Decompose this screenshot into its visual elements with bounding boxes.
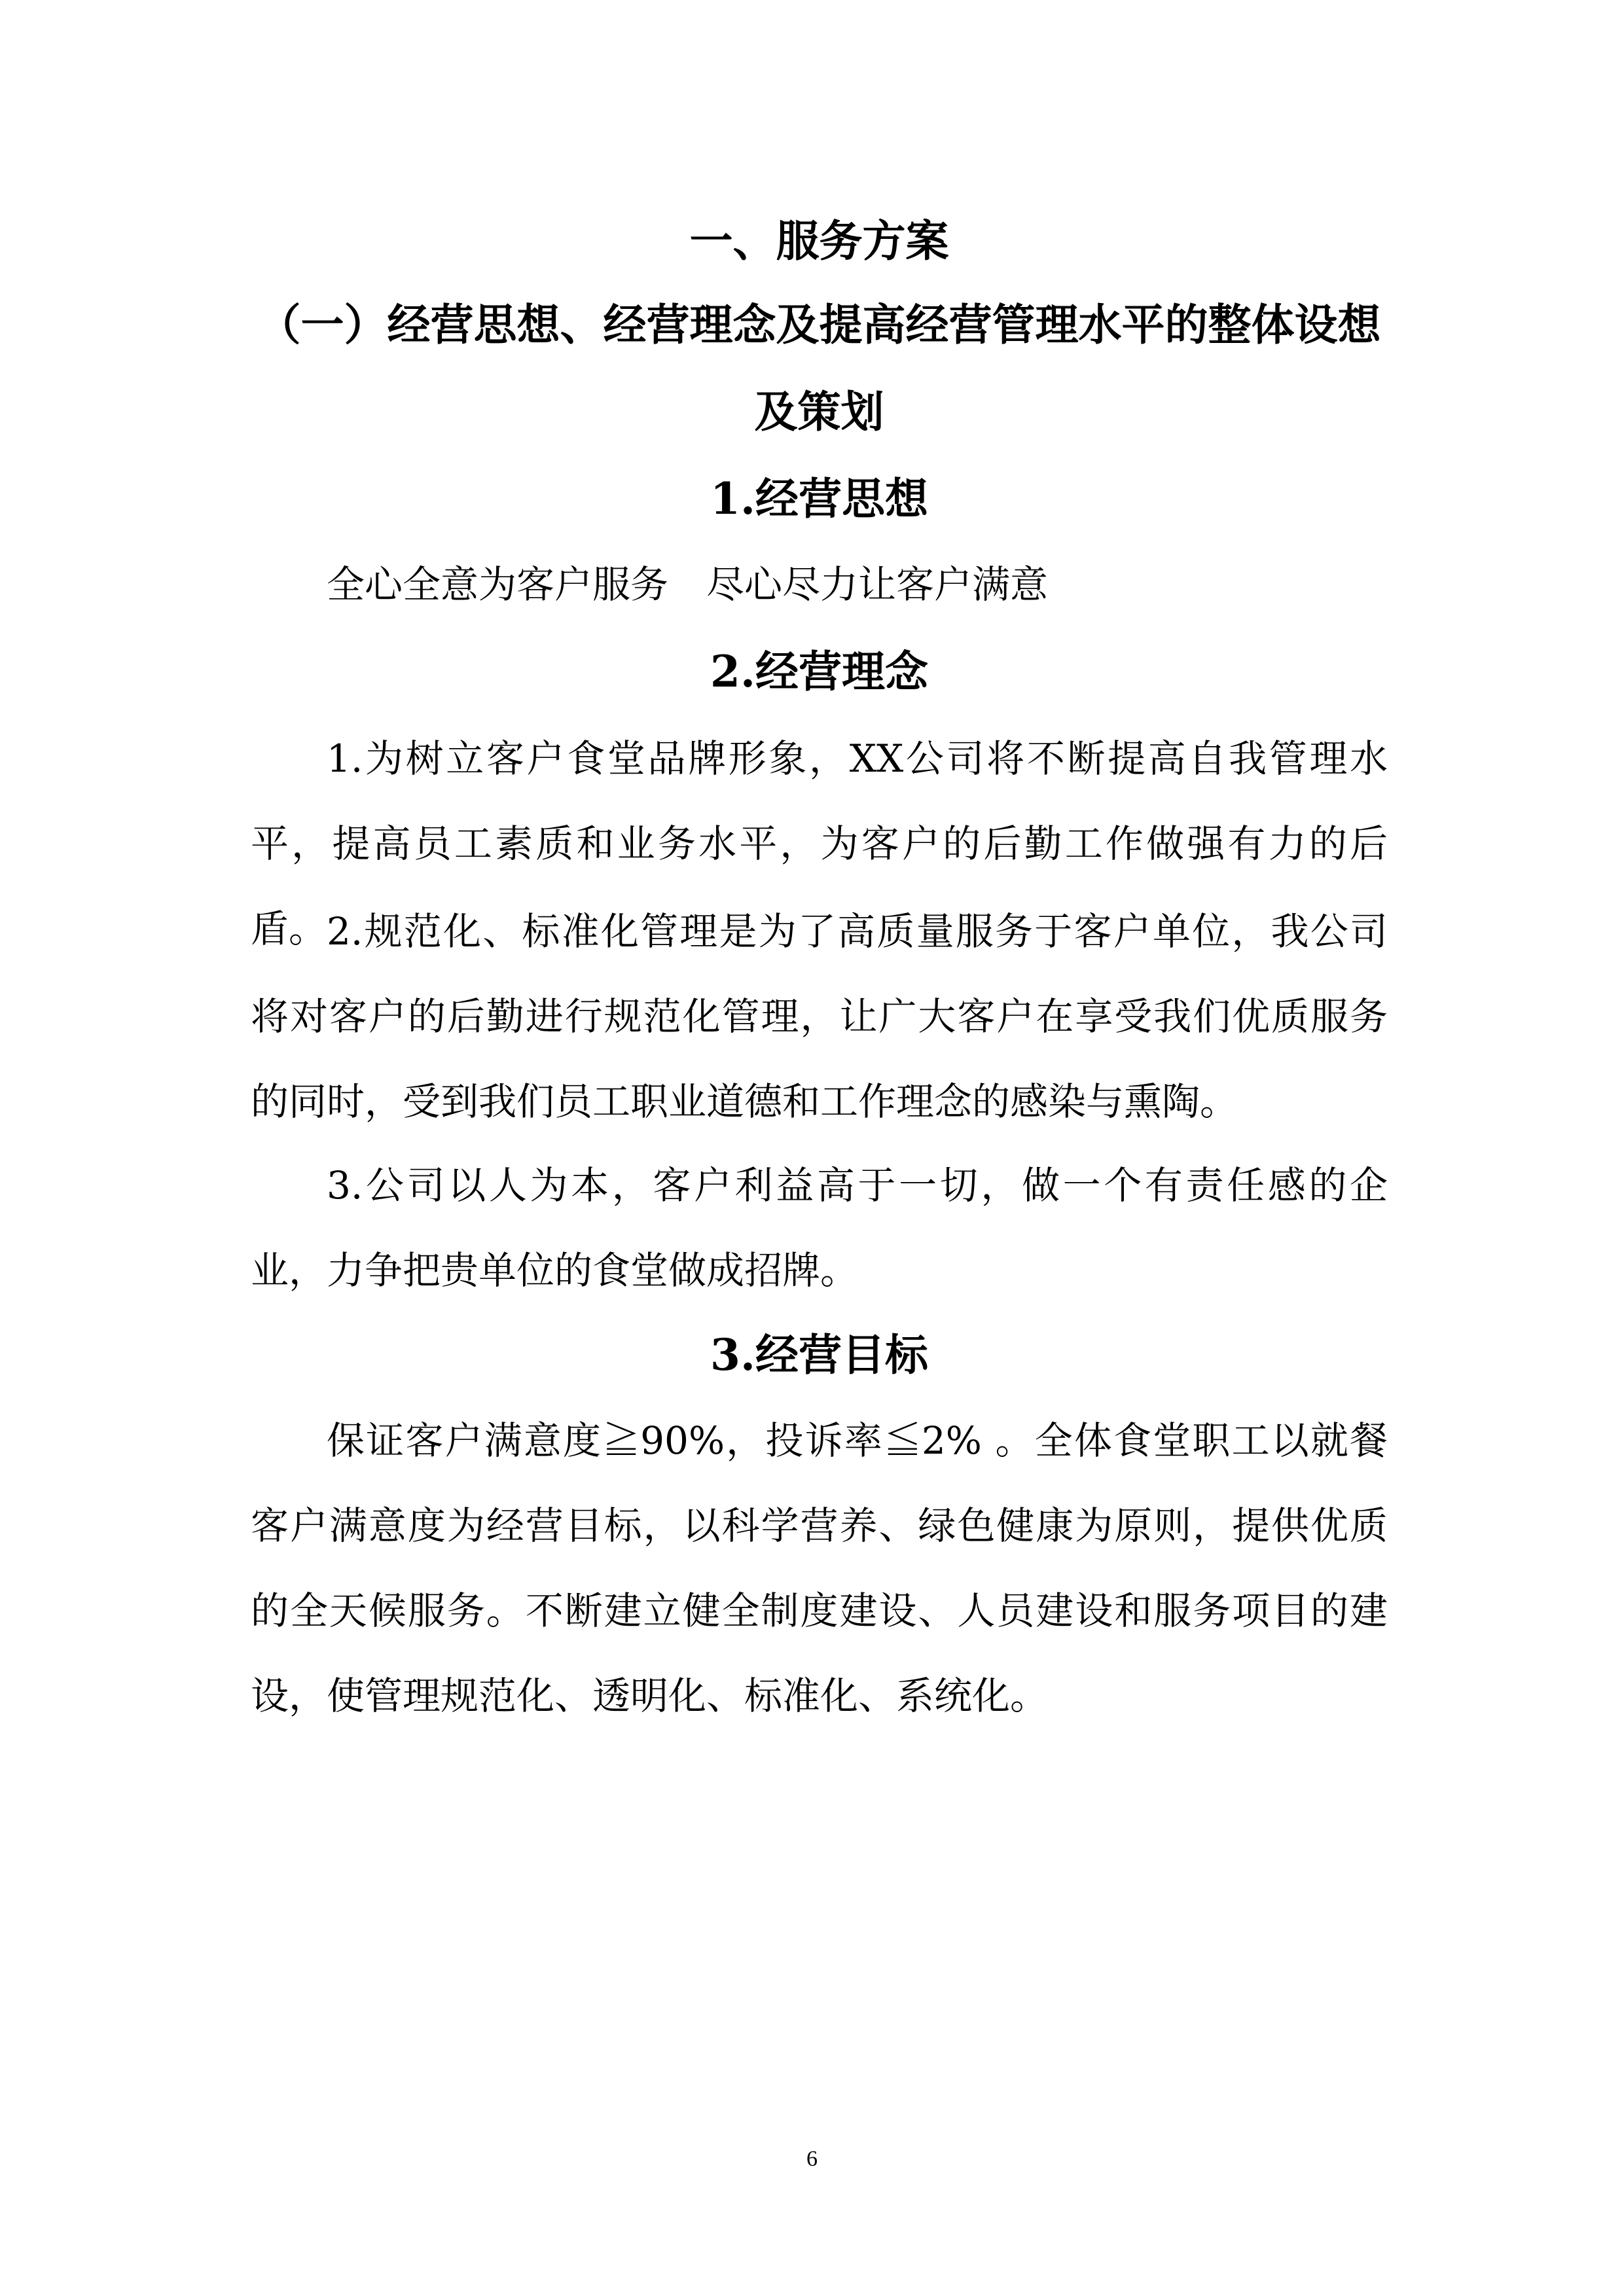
concept-paragraph-3: 3.公司以人为本，客户利益高于一切，做一个有责任感的企业，力争把贵单位的食堂做成招牌。	[251, 1163, 1388, 1293]
subtitle-line-1: （一）经营思想、经营理念及提高经营管理水平的整体设想	[257, 299, 1381, 350]
document-title: 一、服务方案	[689, 215, 949, 266]
page-number: 6	[806, 2147, 818, 2171]
concept-paragraph-1: 1.为树立客户食堂品牌形象，XX公司将不断提高自我管理水平，提高员工素质和业务水平，为客户的后勤工作做强有力的后盾。	[251, 736, 1388, 951]
philosophy-text: 全心全意为客户服务 尽心尽力让客户满意	[327, 562, 1049, 607]
heading-business-concept: 2.经营理念	[710, 646, 928, 697]
heading-business-philosophy: 1.经营思想	[710, 473, 928, 524]
goal-paragraph: 保证客户满意度≧90%，投诉率≦2% 。全体食堂职工以就餐客户满意度为经营目标，以科学营养、绿色健康为原则，提供优质的全天候服务。不断建立健全制度建设、人员建设和服务项目的建设，使管理规范化、透明化、标准化、系统化。	[251, 1418, 1388, 1718]
concept-paragraph-2: 2.规范化、标准化管理是为了高质量服务于客户单位，我公司将对客户的后勤进行规范化管理，让广大客户在享受我们优质服务的同时，受到我们员工职业道德和工作理念的感染与熏陶。	[251, 909, 1388, 1124]
heading-business-goal: 3.经营目标	[710, 1329, 928, 1380]
subtitle-line-2: 及策划	[754, 386, 884, 437]
